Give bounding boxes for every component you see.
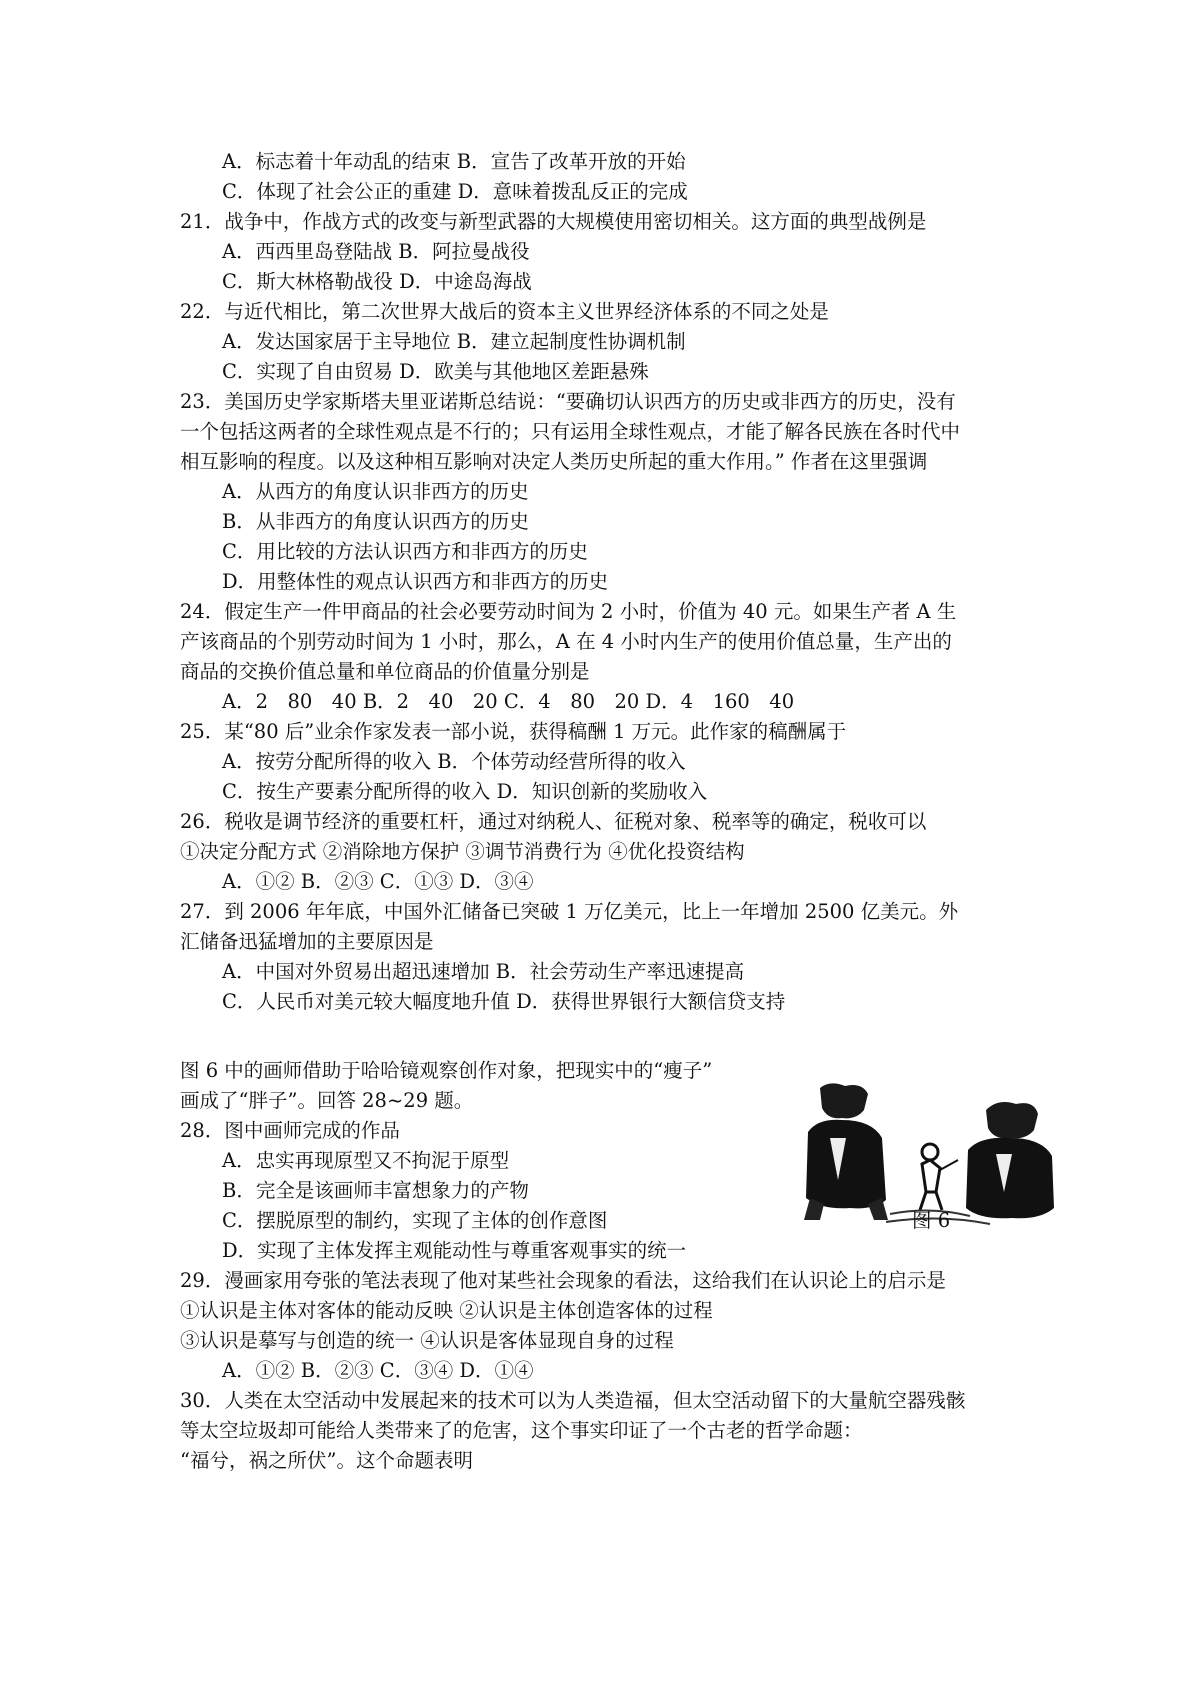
q23-stem-line2: 一个包括这两者的全球性观点是不行的；只有运用全球性观点，才能了解各民族在各时代中 [180,420,961,443]
q27-stem-line1: 27．到 2006 年年底，中国外汇储备已突破 1 万亿美元，比上一年增加 2500 亿美元。外 [180,900,959,923]
q28-intro-line2: 画成了“胖子”。回答 28~29 题。 [180,1089,474,1112]
q24-stem-line1: 24．假定生产一件甲商品的社会必要劳动时间为 2 小时，价值为 40 元。如果生产者 A 生 [180,600,957,623]
q23-option-b: B．从非西方的角度认识西方的历史 [222,510,529,533]
q27-option-ab: A．中国对外贸易出超迅速增加 B．社会劳动生产率迅速提高 [222,960,745,983]
q28-option-d: D．实现了主体发挥主观能动性与尊重客观事实的统一 [222,1239,687,1262]
q29-statements-1: ①认识是主体对客体的能动反映 ②认识是主体创造客体的过程 [180,1299,713,1322]
q24-stem-line2: 产该商品的个别劳动时间为 1 小时，那么，A 在 4 小时内生产的使用价值总量，生产出的 [180,630,952,653]
figure-caption: 图 6 [912,1209,951,1232]
q23-option-d: D．用整体性的观点认识西方和非西方的历史 [222,570,609,593]
q25-option-ab: A．按劳分配所得的收入 B．个体劳动经营所得的收入 [222,750,686,773]
q28-option-a: A．忠实再现原型又不拘泥于原型 [222,1149,510,1172]
q27-option-cd: C．人民币对美元较大幅度地升值 D．获得世界银行大额信贷支持 [222,990,786,1013]
q23-option-c: C．用比较的方法认识西方和非西方的历史 [222,540,588,563]
q24-stem-line3: 商品的交换价值总量和单位商品的价值量分别是 [180,660,590,683]
q21-option-cd: C．斯大林格勒战役 D．中途岛海战 [222,270,532,293]
q28-option-b: B．完全是该画师丰富想象力的产物 [222,1179,529,1202]
q20-option-ab: A．标志着十年动乱的结束 B．宣告了改革开放的开始 [222,150,686,173]
q26-options: A．①② B．②③ C．①③ D．③④ [222,870,534,893]
q25-option-cd: C．按生产要素分配所得的收入 D．知识创新的奖励收入 [222,780,708,803]
q24-options: A．2 80 40 B．2 40 20 C．4 80 20 D．4 160 40 [222,690,795,713]
q23-stem-line3: 相互影响的程度。以及这种相互影响对决定人类历史所起的重大作用。” 作者在这里强调 [180,450,928,473]
q27-stem-line2: 汇储备迅猛增加的主要原因是 [180,930,434,953]
q29-stem: 29．漫画家用夸张的笔法表现了他对某些社会现象的看法，这给我们在认识论上的启示是 [180,1269,946,1292]
q28-option-c: C．摆脱原型的制约，实现了主体的创作意图 [222,1209,608,1232]
q22-option-cd: C．实现了自由贸易 D．欧美与其他地区差距悬殊 [222,360,649,383]
q28-stem: 28．图中画师完成的作品 [180,1119,400,1142]
q26-statements: ①决定分配方式 ②消除地方保护 ③调节消费行为 ④优化投资结构 [180,840,745,863]
q29-options: A．①② B．②③ C．③④ D．①④ [222,1359,534,1382]
q29-statements-2: ③认识是摹写与创造的统一 ④认识是客体显现自身的过程 [180,1329,674,1352]
q23-stem-line1: 23．美国历史学家斯塔夫里亚诺斯总结说：“要确切认识西方的历史或非西方的历史，没有 [180,390,956,413]
q26-stem: 26．税收是调节经济的重要杠杆，通过对纳税人、征税对象、税率等的确定，税收可以 [180,810,927,833]
q28-intro-line1: 图 6 中的画师借助于哈哈镜观察创作对象，把现实中的“瘦子” [180,1059,713,1082]
q30-stem-line1: 30．人类在太空活动中发展起来的技术可以为人类造福，但太空活动留下的大量航空器残骸 [180,1389,966,1412]
q25-stem: 25．某“80 后”业余作家发表一部小说，获得稿酬 1 万元。此作家的稿酬属于 [180,720,847,743]
q23-option-a: A．从西方的角度认识非西方的历史 [222,480,529,503]
q20-option-cd: C．体现了社会公正的重建 D．意味着拨乱反正的完成 [222,180,688,203]
q21-option-ab: A．西西里岛登陆战 B．阿拉曼战役 [222,240,530,263]
q22-option-ab: A．发达国家居于主导地位 B．建立起制度性协调机制 [222,330,686,353]
q21-stem: 21．战争中，作战方式的改变与新型武器的大规模使用密切相关。这方面的典型战例是 [180,210,927,233]
q30-stem-line3: “福兮，祸之所伏”。这个命题表明 [180,1449,473,1472]
q30-stem-line2: 等太空垃圾却可能给人类带来了的危害，这个事实印证了一个古老的哲学命题： [180,1419,863,1442]
q22-stem: 22．与近代相比，第二次世界大战后的资本主义世界经济体系的不同之处是 [180,300,829,323]
